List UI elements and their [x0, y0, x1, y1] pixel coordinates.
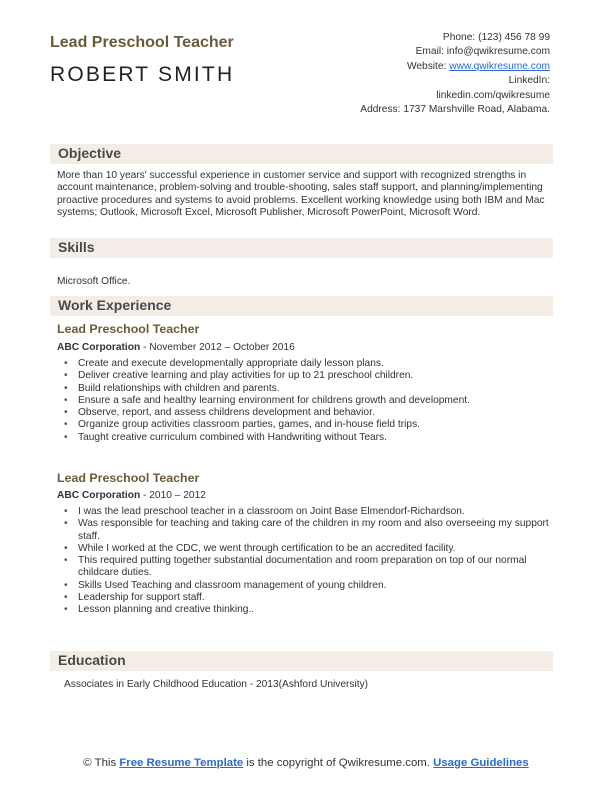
website-link[interactable]: www.qwikresume.com — [449, 60, 550, 72]
list-item: • Ensure a safe and healthy learning environment for childrens growth and development. — [64, 395, 554, 407]
list-item: • Observe, report, and assess childrens development and behavior. — [64, 407, 554, 419]
job-1-bullets — [64, 358, 554, 444]
skills-section-header — [50, 238, 553, 258]
phone-value: (123) 456 78 99 — [478, 32, 550, 43]
job-2-company: ABC Corporation — [57, 490, 141, 501]
list-item: • I was the lead preschool teacher in a classroom on Joint Base Elmendorf-Richardson. — [64, 506, 554, 518]
free-resume-template-link[interactable]: Free Resume Template — [119, 757, 244, 769]
education-text: Associates in Early Childhood Education - 2013(Ashford University) — [64, 679, 369, 690]
objective-section-header — [50, 144, 553, 164]
list-item: • Create and execute developmentally appropriate daily lesson plans. — [64, 358, 554, 370]
copyright-footer — [80, 757, 532, 771]
list-item: • Lesson planning and creative thinking.. — [64, 604, 554, 616]
email-value: info@qwikresume.com — [446, 46, 550, 58]
job-2-company-line — [57, 490, 206, 501]
education-section-header — [50, 651, 553, 671]
job-2-bullets — [64, 506, 554, 617]
header-job-title: Lead Preschool Teacher — [50, 34, 234, 51]
job-1-company: ABC Corporation — [57, 342, 141, 353]
footer-middle: is the copyright of Qwikresume.com. — [243, 757, 434, 769]
email-label: Email: — [415, 46, 444, 58]
list-item: • While I worked at the CDC, we went through certification to be an accredited facility. — [64, 543, 554, 555]
job-2-role: Lead Preschool Teacher — [57, 471, 200, 485]
footer-prefix: © This — [83, 757, 120, 769]
list-item: • Leadership for support staff. — [64, 592, 554, 604]
list-item: • Organize group activities classroom parties, games, and in-house field trips. — [64, 419, 554, 431]
list-item: • Was responsible for teaching and taking care of the children in my room and also overseeing my support staff. — [64, 518, 554, 543]
job-1-dates: - November 2012 – October 2016 — [140, 342, 295, 353]
contact-linkedin-label: LinkedIn: — [508, 75, 550, 87]
work-experience-title: Work Experience — [58, 297, 172, 313]
list-item: • Deliver creative learning and play activities for up to 21 preschool children. — [64, 370, 554, 382]
contact-website — [310, 60, 550, 74]
objective-text: More than 10 years' successful experience in customer service and support with recognized strengths in account maintenance, problem-solving and trouble-shooting, sales staff support, and planning/implementing proactive procedures and systems to avoid problems. Excellent working knowledge using both IBM and Mac systems; Outlook, Microsoft Excel, Microsoft Publisher, Microsoft PowerPoint, Microsoft Word. — [57, 170, 545, 219]
list-item: • Skills Used Teaching and classroom management of young children. — [64, 580, 554, 592]
objective-title: Objective — [58, 145, 122, 161]
list-item: • Taught creative curriculum combined with Handwriting without Tears. — [64, 432, 554, 444]
address-label: Address: — [360, 104, 401, 116]
contact-email — [310, 45, 550, 59]
phone-label: Phone: — [442, 32, 476, 43]
candidate-name: ROBERT SMITH — [50, 63, 235, 86]
job-1-company-line — [57, 342, 295, 353]
contact-address — [310, 103, 550, 117]
work-experience-section-header — [50, 296, 553, 316]
list-item: • This required putting together substantial documentation and room preparation on top of our normal childcare duties. — [64, 555, 554, 580]
job-2-dates: - 2010 – 2012 — [140, 490, 206, 501]
usage-guidelines-link[interactable]: Usage Guidelines — [433, 757, 529, 769]
address-value: 1737 Marshville Road, Alabama. — [403, 104, 550, 116]
contact-phone — [310, 31, 550, 45]
education-title: Education — [58, 652, 126, 668]
website-label: Website: — [406, 60, 447, 72]
list-item: • Build relationships with children and parents. — [64, 383, 554, 395]
contact-linkedin: linkedin.com/qwikresume — [436, 89, 550, 101]
skills-text: Microsoft Office. — [57, 276, 131, 287]
skills-title: Skills — [58, 239, 95, 255]
contact-block — [310, 31, 550, 117]
job-1-role: Lead Preschool Teacher — [57, 322, 200, 336]
